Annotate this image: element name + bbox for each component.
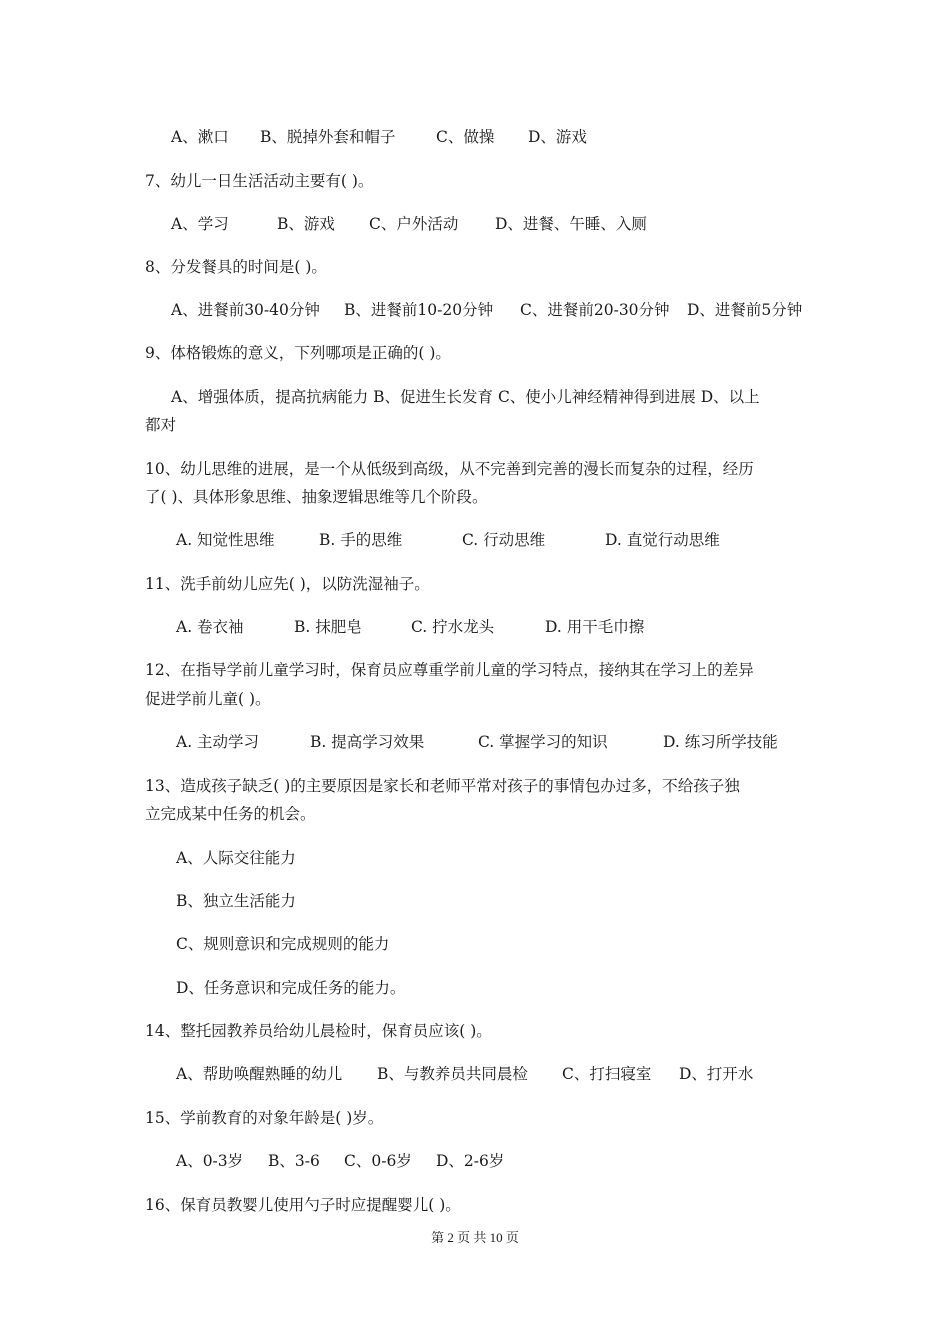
q7-stem: 7、幼儿一日生活活动主要有( )。	[145, 172, 374, 190]
q12-option-b: B. 提高学习效果	[310, 733, 425, 751]
q15-option-c: C、0-6岁	[344, 1152, 412, 1170]
q7-option-b: B、游戏	[277, 215, 335, 233]
q14-options	[176, 1064, 754, 1084]
q8-stem: 8、分发餐具的时间是( )。	[145, 258, 327, 276]
q12-option-d: D. 练习所学技能	[663, 733, 778, 751]
q14-option-d: D、打开水	[679, 1065, 754, 1083]
q9-options-line1: A、增强体质，提高抗病能力 B、促进生长发育 C、使小儿神经精神得到进展 D、以上	[171, 388, 760, 406]
q7-option-c: C、户外活动	[369, 215, 459, 233]
q10-options	[176, 530, 720, 550]
q10-stem-line1: 10、幼儿思维的进展，是一个从低级到高级，从不完善到完善的漫长而复杂的过程，经历	[145, 460, 754, 478]
q8-option-a: A、进餐前30-40分钟	[171, 301, 320, 319]
q9-stem: 9、体格锻炼的意义，下列哪项是正确的( )。	[145, 344, 451, 362]
q6-option-c: C、做操	[436, 128, 495, 146]
q15-option-d: D、2-6岁	[436, 1152, 505, 1170]
q10-option-b: B. 手的思维	[319, 531, 403, 549]
q15-stem: 15、学前教育的对象年龄是( )岁。	[145, 1109, 384, 1127]
q12-stem-line2: 促进学前儿童( )。	[145, 690, 271, 708]
q12-option-c: C. 掌握学习的知识	[478, 733, 608, 751]
q11-stem: 11、洗手前幼儿应先( )，以防洗湿袖子。	[145, 575, 430, 593]
q10-option-d: D. 直觉行动思维	[605, 531, 720, 549]
q16-stem: 16、保育员教婴儿使用勺子时应提醒婴儿( )。	[145, 1196, 461, 1214]
q14-option-b: B、与教养员共同晨检	[377, 1065, 528, 1083]
q8-options	[171, 300, 803, 320]
q13-option-d: D、任务意识和完成任务的能力。	[176, 979, 406, 997]
page-footer: 第 2 页 共 10 页	[431, 1230, 519, 1245]
q6-options	[171, 127, 587, 147]
q13-stem-line2: 立完成某中任务的机会。	[145, 805, 316, 823]
q9-options-line2: 都对	[145, 416, 177, 434]
q14-option-a: A、帮助唤醒熟睡的幼儿	[176, 1065, 343, 1083]
q14-stem: 14、整托园教养员给幼儿晨检时，保育员应该( )。	[145, 1022, 492, 1040]
q11-option-a: A. 卷衣袖	[176, 618, 244, 636]
q12-options	[176, 732, 778, 752]
q13-option-c: C、规则意识和完成规则的能力	[176, 935, 390, 953]
q12-stem-line1: 12、在指导学前儿童学习时，保育员应尊重学前儿童的学习特点，接纳其在学习上的差异	[145, 661, 754, 679]
q15-option-a: A、0-3岁	[176, 1152, 244, 1170]
q7-options	[171, 214, 647, 234]
q11-option-b: B. 抹肥皂	[294, 618, 362, 636]
q12-option-a: A. 主动学习	[176, 733, 260, 751]
q10-option-c: C. 行动思维	[462, 531, 546, 549]
q11-option-c: C. 拧水龙头	[411, 618, 495, 636]
q14-option-c: C、打扫寝室	[562, 1065, 652, 1083]
q6-option-a: A、漱口	[171, 128, 229, 146]
q15-option-b: B、3-6	[268, 1152, 320, 1170]
q11-option-d: D. 用干毛巾擦	[545, 618, 645, 636]
q10-option-a: A. 知觉性思维	[176, 531, 275, 549]
q11-options	[176, 617, 645, 637]
q6-option-b: B、脱掉外套和帽子	[260, 128, 396, 146]
q8-option-c: C、进餐前20-30分钟	[520, 301, 670, 319]
q7-option-d: D、进餐、午睡、入厕	[495, 215, 647, 233]
q15-options	[176, 1151, 505, 1171]
q13-option-a: A、人际交往能力	[176, 849, 296, 867]
q13-option-b: B、独立生活能力	[176, 892, 296, 910]
q10-stem-line2: 了( )、具体形象思维、抽象逻辑思维等几个阶段。	[145, 488, 488, 506]
q13-stem-line1: 13、造成孩子缺乏( )的主要原因是家长和老师平常对孩子的事情包办过多，不给孩子独	[145, 777, 740, 795]
q7-option-a: A、学习	[171, 215, 229, 233]
q6-option-d: D、游戏	[528, 128, 587, 146]
q8-option-b: B、进餐前10-20分钟	[344, 301, 494, 319]
q8-option-d: D、进餐前5分钟	[687, 301, 803, 319]
